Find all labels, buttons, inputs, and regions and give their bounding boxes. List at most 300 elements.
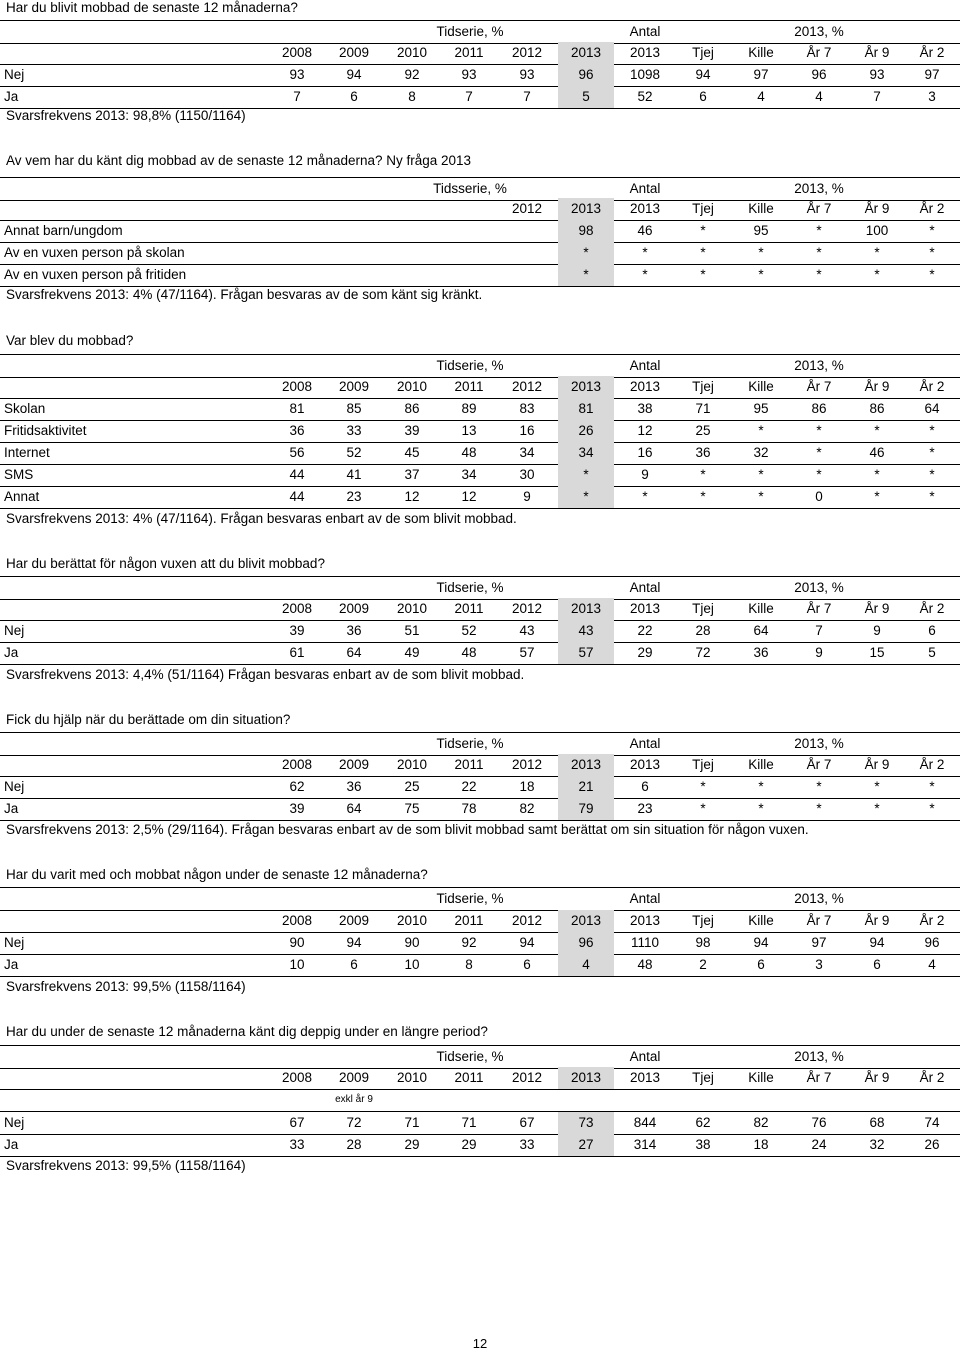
table-cell: * (816, 267, 822, 282)
table-cell: 93 (461, 67, 477, 82)
column-header: Tjej (692, 913, 714, 928)
table-cell: 13 (461, 423, 477, 438)
table-cell: * (929, 267, 935, 282)
table-cell: 43 (558, 620, 614, 642)
table-cell: * (758, 489, 764, 504)
table-cell: 6 (350, 89, 358, 104)
table-cell: 72 (695, 645, 711, 660)
table-cell: 18 (519, 779, 535, 794)
table-header-columns (0, 42, 960, 65)
table-cell: 16 (637, 445, 653, 460)
table-cell: * (700, 489, 706, 504)
row-label: Ja (4, 1137, 19, 1152)
row-label: Av en vuxen person på skolan (4, 245, 185, 260)
table-cell: 94 (346, 935, 362, 950)
table-cell: * (758, 245, 764, 260)
table-cell: 12 (461, 489, 477, 504)
column-header: År 7 (806, 1070, 832, 1085)
table-cell: * (929, 779, 935, 794)
table-cell: 30 (519, 467, 535, 482)
column-header: År 9 (864, 913, 890, 928)
table-cell: 96 (924, 935, 940, 950)
row-label: Annat barn/ungdom (4, 223, 123, 238)
table-cell: * (929, 801, 935, 816)
question-title: Har du berättat för någon vuxen att du blivit mobbad? (6, 556, 325, 571)
table-cell: 48 (461, 445, 477, 460)
column-header: 2013 (558, 754, 614, 776)
table-header-columns (0, 910, 960, 933)
table-cell: 6 (757, 957, 765, 972)
header-group-label: 2013, % (794, 1049, 844, 1064)
table-cell: 79 (558, 798, 614, 820)
table-cell: 32 (753, 445, 769, 460)
column-header: 2009 (338, 1070, 370, 1085)
question-title: Har du under de senaste 12 månaderna känt dig deppig under en längre period? (6, 1024, 488, 1039)
table-row (0, 242, 960, 265)
table-cell: 22 (461, 779, 477, 794)
table-cell: * (700, 801, 706, 816)
column-header: År 2 (919, 201, 945, 216)
column-header: År 2 (919, 913, 945, 928)
table-cell: 46 (637, 223, 653, 238)
table-cell: 24 (811, 1137, 827, 1152)
table-cell: 93 (869, 67, 885, 82)
column-header: 2012 (511, 601, 543, 616)
table-row (0, 776, 960, 799)
table-cell: 92 (461, 935, 477, 950)
column-header: Kille (748, 913, 774, 928)
question-title: Av vem har du känt dig mobbad av de senaste 12 månaderna? Ny fråga 2013 (6, 153, 472, 168)
table-cell: 4 (815, 89, 823, 104)
column-header: 2011 (454, 757, 484, 772)
table-cell: 92 (404, 67, 420, 82)
table-cell: 3 (928, 89, 936, 104)
column-header: 2008 (281, 913, 313, 928)
column-header: 2013 (558, 376, 614, 398)
table-cell: 6 (350, 957, 358, 972)
column-header: 2009 (338, 45, 370, 60)
column-header: 2013 (558, 910, 614, 932)
table-cell: * (816, 245, 822, 260)
table-cell: 98 (695, 935, 711, 950)
column-header: 2010 (396, 45, 428, 60)
column-header: 2009 (338, 601, 370, 616)
column-header: År 7 (806, 601, 832, 616)
header-group-label: Antal (629, 1049, 661, 1064)
table-cell: 34 (558, 442, 614, 464)
header-group-label: 2013, % (794, 891, 844, 906)
table-cell: 97 (811, 935, 827, 950)
table-cell: 94 (869, 935, 885, 950)
table-cell: 73 (558, 1112, 614, 1134)
table-header-columns (0, 754, 960, 777)
column-header: 2013 (629, 201, 661, 216)
row-label: Ja (4, 645, 19, 660)
table-cell: 23 (346, 489, 362, 504)
table-cell: 85 (346, 401, 362, 416)
header-group-label: Tidserie, % (436, 358, 504, 373)
header-group-label: Tidserie, % (436, 24, 504, 39)
table-cell: 39 (404, 423, 420, 438)
column-header: År 9 (864, 601, 890, 616)
column-header: 2013 (629, 913, 661, 928)
table-cell: 37 (404, 467, 420, 482)
table-cell: 48 (461, 645, 477, 660)
column-header: 2010 (396, 1070, 428, 1085)
table-cell: 57 (519, 645, 535, 660)
column-header: År 9 (864, 757, 890, 772)
table-cell: 45 (404, 445, 420, 460)
table-cell: * (642, 489, 648, 504)
table-cell: 96 (558, 932, 614, 954)
table-cell: * (642, 245, 648, 260)
row-label: Internet (4, 445, 50, 460)
column-header: År 9 (864, 201, 890, 216)
header-group-label: Tidserie, % (436, 736, 504, 751)
table-cell: 46 (869, 445, 885, 460)
table-subnote-row (0, 1089, 960, 1112)
table-cell: * (558, 486, 614, 508)
table-cell: 71 (461, 1115, 477, 1130)
table-row (0, 1134, 960, 1157)
table-row (0, 642, 960, 665)
table-cell (499, 220, 555, 242)
table-cell: 33 (346, 423, 362, 438)
response-rate-note: Svarsfrekvens 2013: 98,8% (1150/1164) (6, 108, 246, 123)
header-group-label: Tidserie, % (436, 580, 504, 595)
table-cell: * (929, 445, 935, 460)
table-header-columns (0, 1067, 960, 1090)
column-header: 2013 (629, 45, 661, 60)
table-cell: 6 (641, 779, 649, 794)
table-cell: * (700, 779, 706, 794)
table-cell: 9 (815, 645, 823, 660)
column-header: 2011 (454, 913, 484, 928)
table-header-group (0, 732, 960, 756)
table-cell: 51 (404, 623, 420, 638)
table-cell: 7 (815, 623, 823, 638)
column-header: År 2 (919, 601, 945, 616)
table-cell: * (816, 801, 822, 816)
table-cell: 100 (865, 223, 889, 238)
table-header-columns (0, 598, 960, 621)
header-group-label: Tidsserie, % (433, 181, 507, 196)
column-header: 2012 (511, 45, 543, 60)
header-group-label: Antal (629, 891, 661, 906)
column-header: 2010 (396, 601, 428, 616)
table-cell: 36 (346, 779, 362, 794)
column-header: År 9 (864, 45, 890, 60)
table-cell: 71 (404, 1115, 420, 1130)
row-label: Nej (4, 67, 25, 82)
question-title: Har du blivit mobbad de senaste 12 månaderna? (6, 0, 298, 15)
table-cell: 64 (753, 623, 769, 638)
table-cell: 29 (637, 645, 653, 660)
row-label: SMS (4, 467, 34, 482)
column-header: Kille (748, 45, 774, 60)
response-rate-note: Svarsfrekvens 2013: 4,4% (51/1164) Frågan besvaras enbart av de som blivit mobbad. (6, 667, 525, 682)
row-label: Ja (4, 801, 19, 816)
table-row (0, 420, 960, 443)
table-cell: * (816, 467, 822, 482)
table-cell: 62 (695, 1115, 711, 1130)
column-header: Tjej (692, 757, 714, 772)
column-header: Tjej (692, 601, 714, 616)
table-cell: 33 (519, 1137, 535, 1152)
column-header: Kille (748, 379, 774, 394)
column-header: 2009 (338, 379, 370, 394)
table-cell: 12 (404, 489, 420, 504)
table-cell: 52 (461, 623, 477, 638)
table-cell: 7 (293, 89, 301, 104)
table-cell: * (642, 267, 648, 282)
table-cell: * (874, 423, 880, 438)
table-row (0, 798, 960, 821)
table-cell: 7 (465, 89, 473, 104)
table-cell: 9 (523, 489, 531, 504)
table-cell: 95 (753, 401, 769, 416)
column-header: 2012 (511, 379, 543, 394)
table-cell: 2 (699, 957, 707, 972)
response-rate-note: Svarsfrekvens 2013: 99,5% (1158/1164) (6, 1158, 246, 1173)
table-cell: 5 (558, 86, 614, 108)
table-cell: * (816, 223, 822, 238)
table-cell: 64 (346, 801, 362, 816)
table-cell: 26 (924, 1137, 940, 1152)
row-label: Annat (4, 489, 40, 504)
table-cell: * (758, 779, 764, 794)
table-row (0, 954, 960, 977)
column-header: Kille (748, 601, 774, 616)
table-cell: 90 (289, 935, 305, 950)
table-cell: 9 (873, 623, 881, 638)
table-cell: 94 (346, 67, 362, 82)
table-cell: 29 (404, 1137, 420, 1152)
row-label: Nej (4, 1115, 25, 1130)
table-cell: 21 (558, 776, 614, 798)
table-cell: 83 (519, 401, 535, 416)
table-header-group (0, 354, 960, 378)
table-row (0, 398, 960, 421)
table-cell: 5 (928, 645, 936, 660)
table-cell: 29 (461, 1137, 477, 1152)
table-cell: 81 (289, 401, 305, 416)
column-header: År 7 (806, 379, 832, 394)
table-row (0, 620, 960, 643)
table-cell: 97 (753, 67, 769, 82)
question-title: Var blev du mobbad? (6, 333, 134, 348)
table-cell: * (929, 489, 935, 504)
column-header: Tjej (692, 1070, 714, 1085)
table-header-group (0, 1045, 960, 1069)
column-header: 2013 (558, 598, 614, 620)
table-cell: 86 (811, 401, 827, 416)
table-cell: * (874, 245, 880, 260)
table-cell: * (929, 423, 935, 438)
table-cell: 75 (404, 801, 420, 816)
question-title: Fick du hjälp när du berättade om din situation? (6, 712, 291, 727)
table-cell: 96 (558, 64, 614, 86)
table-cell: * (874, 779, 880, 794)
table-cell: * (929, 223, 935, 238)
column-header: 2013 (629, 601, 661, 616)
column-header: 2011 (454, 1070, 484, 1085)
table-cell: 8 (465, 957, 473, 972)
column-header: Kille (748, 1070, 774, 1085)
table-cell: * (929, 245, 935, 260)
table-cell (499, 264, 555, 286)
table-cell: * (816, 423, 822, 438)
table-cell: * (700, 467, 706, 482)
table-row (0, 264, 960, 287)
table-cell: 76 (811, 1115, 827, 1130)
table-cell: 81 (558, 398, 614, 420)
table-cell: 86 (404, 401, 420, 416)
table-header-group (0, 576, 960, 600)
table-cell: 68 (869, 1115, 885, 1130)
table-cell: 6 (928, 623, 936, 638)
table-cell: 4 (558, 954, 614, 976)
row-label: Ja (4, 957, 19, 972)
table-cell: 25 (695, 423, 711, 438)
response-rate-note: Svarsfrekvens 2013: 99,5% (1158/1164) (6, 979, 246, 994)
subnote: exkl år 9 (335, 1094, 373, 1105)
column-header: År 9 (864, 379, 890, 394)
table-header-columns (0, 198, 960, 221)
table-cell: 34 (461, 467, 477, 482)
table-cell: 18 (753, 1137, 769, 1152)
row-label: Nej (4, 623, 25, 638)
table-cell (499, 242, 555, 264)
table-cell: 6 (873, 957, 881, 972)
column-header: 2011 (454, 45, 484, 60)
table-cell: 9 (641, 467, 649, 482)
table-cell: 10 (404, 957, 420, 972)
table-cell: 22 (637, 623, 653, 638)
table-cell: 38 (637, 401, 653, 416)
column-header: 2011 (454, 379, 484, 394)
table-header-columns (0, 376, 960, 399)
table-cell: 89 (461, 401, 477, 416)
table-cell: 1110 (630, 935, 660, 950)
column-header: 2008 (281, 1070, 313, 1085)
response-rate-note: Svarsfrekvens 2013: 4% (47/1164). Frågan besvaras enbart av de som blivit mobbad. (6, 511, 517, 526)
table-cell: * (874, 267, 880, 282)
table-cell: 4 (757, 89, 765, 104)
header-group-label: Tidserie, % (436, 891, 504, 906)
table-cell: 844 (633, 1115, 657, 1130)
column-header: 2008 (281, 757, 313, 772)
column-header: 2009 (338, 757, 370, 772)
table-cell: 57 (558, 642, 614, 664)
table-cell: 32 (869, 1137, 885, 1152)
table-cell: 48 (637, 957, 653, 972)
table-cell: 94 (695, 67, 711, 82)
column-header: Tjej (692, 379, 714, 394)
table-header-group (0, 20, 960, 44)
table-cell: 36 (753, 645, 769, 660)
column-header: 2010 (396, 913, 428, 928)
table-cell: * (758, 467, 764, 482)
column-header: År 2 (919, 757, 945, 772)
table-cell: 43 (519, 623, 535, 638)
table-cell: 28 (346, 1137, 362, 1152)
question-title: Har du varit med och mobbat någon under de senaste 12 månaderna? (6, 867, 428, 882)
table-cell: 52 (346, 445, 362, 460)
table-cell: 96 (811, 67, 827, 82)
column-header: Tjej (692, 201, 714, 216)
column-header: Kille (748, 757, 774, 772)
table-cell: * (700, 223, 706, 238)
table-cell: * (558, 242, 614, 264)
row-label: Nej (4, 935, 25, 950)
column-header: 2013 (629, 379, 661, 394)
table-cell: 26 (558, 420, 614, 442)
column-header: 2008 (281, 379, 313, 394)
table-row (0, 86, 960, 109)
row-label: Ja (4, 89, 19, 104)
column-header: 2008 (281, 45, 313, 60)
table-cell: 64 (346, 645, 362, 660)
page-number: 12 (472, 1336, 488, 1351)
header-group-label: Antal (629, 736, 661, 751)
table-cell: * (700, 245, 706, 260)
table-row (0, 932, 960, 955)
table-cell: 0 (815, 489, 823, 504)
column-header: 2013 (558, 1067, 614, 1089)
table-cell: * (758, 801, 764, 816)
table-cell: * (558, 464, 614, 486)
table-cell: 56 (289, 445, 305, 460)
table-cell: * (929, 467, 935, 482)
header-group-label: Antal (629, 358, 661, 373)
table-cell: 16 (519, 423, 535, 438)
table-cell: 28 (695, 623, 711, 638)
table-cell: 33 (289, 1137, 305, 1152)
column-header: 2012 (511, 757, 543, 772)
table-cell: * (874, 467, 880, 482)
row-label: Fritidsaktivitet (4, 423, 87, 438)
table-cell: 7 (873, 89, 881, 104)
header-group-label: 2013, % (794, 358, 844, 373)
column-header: Kille (748, 201, 774, 216)
table-cell: 86 (869, 401, 885, 416)
table-cell: * (816, 445, 822, 460)
header-group-label: Antal (629, 181, 661, 196)
header-group-label: 2013, % (794, 181, 844, 196)
column-header: År 7 (806, 913, 832, 928)
table-row (0, 1112, 960, 1135)
table-row (0, 220, 960, 243)
column-header: År 7 (806, 45, 832, 60)
table-cell: 44 (289, 467, 305, 482)
column-header: År 2 (919, 379, 945, 394)
table-cell: 94 (519, 935, 535, 950)
table-cell: 94 (753, 935, 769, 950)
table-cell: 12 (637, 423, 653, 438)
row-label: Nej (4, 779, 25, 794)
table-cell: 41 (346, 467, 362, 482)
header-group-label: Antal (629, 24, 661, 39)
response-rate-note: Svarsfrekvens 2013: 2,5% (29/1164). Frågan besvaras enbart av de som blivit mobbad samt berättat om sin situation för någon vuxen. (6, 822, 809, 837)
table-cell: 90 (404, 935, 420, 950)
table-cell: * (816, 779, 822, 794)
table-cell: 67 (289, 1115, 305, 1130)
row-label: Av en vuxen person på fritiden (4, 267, 187, 282)
column-header: 2012 (511, 201, 543, 216)
table-cell: 10 (289, 957, 305, 972)
table-cell: 74 (924, 1115, 940, 1130)
